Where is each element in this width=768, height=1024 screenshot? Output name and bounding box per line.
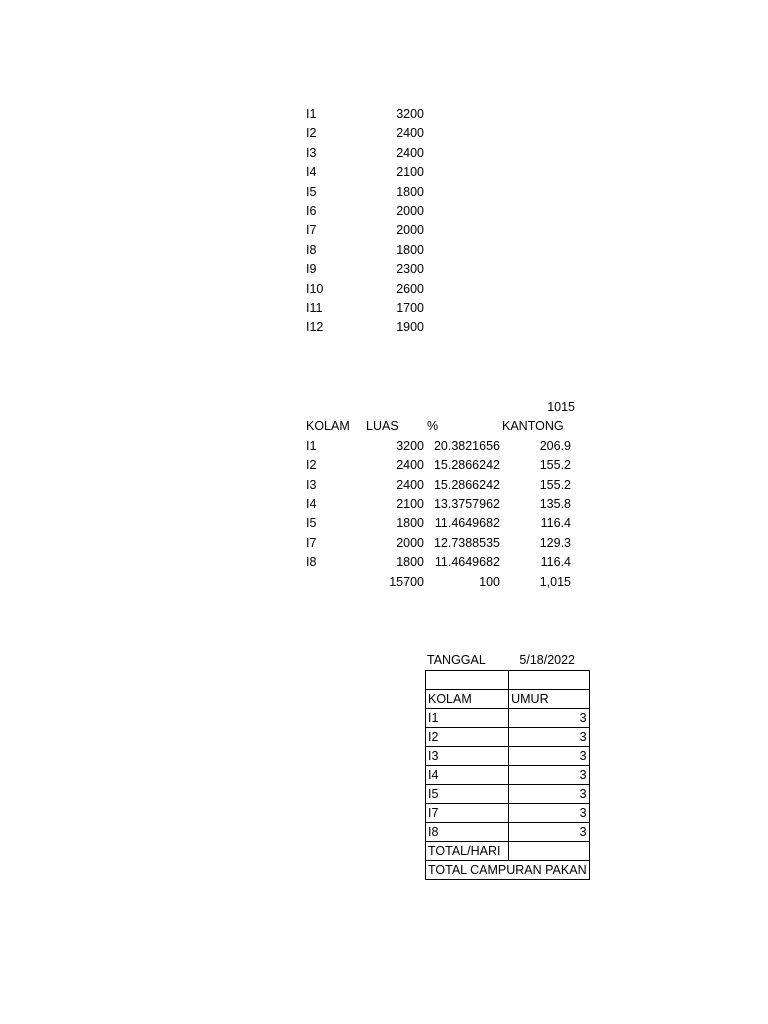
kolam-cell: I4 <box>426 765 509 784</box>
kolam-cell: I7 <box>306 223 317 238</box>
list-item <box>0 107 768 126</box>
tanggal-value: 5/18/2022 <box>519 653 575 667</box>
luas-cell: 2000 <box>396 223 424 238</box>
blank-cell[interactable] <box>509 671 589 690</box>
list-item <box>0 146 768 165</box>
kolam-cell: I12 <box>306 320 324 335</box>
total-campuran-row <box>426 860 590 879</box>
table-row <box>426 784 590 803</box>
kantong-cell: 155.2 <box>539 477 571 492</box>
table-row <box>0 437 768 456</box>
kantong-cell: 116.4 <box>540 516 571 531</box>
table-row <box>426 708 590 727</box>
feeding-section <box>425 651 590 880</box>
kolam-cell: I2 <box>306 126 317 141</box>
table-row <box>0 534 768 553</box>
total-kantong: 1,015 <box>539 574 571 589</box>
percent-cell: 15.2866242 <box>433 477 500 492</box>
table-row <box>0 553 768 572</box>
table-header-row <box>426 689 590 708</box>
kolam-cell: I10 <box>306 281 324 296</box>
luas-cell: 2400 <box>396 458 424 473</box>
kantong-cell: 129.3 <box>539 535 571 550</box>
total-kantong-value: 1015 <box>547 400 575 414</box>
feeding-table <box>425 670 590 880</box>
header-kolam: KOLAM <box>426 689 509 708</box>
umur-cell[interactable]: 3 <box>509 708 589 727</box>
percent-cell: 11.4649682 <box>434 555 500 570</box>
percent-cell: 20.3821656 <box>433 438 500 453</box>
table-row <box>0 456 768 475</box>
luas-cell: 1800 <box>396 242 424 257</box>
totals-row <box>0 573 768 592</box>
total-kantong-row <box>0 398 768 417</box>
kolam-cell: I9 <box>306 262 317 277</box>
umur-cell[interactable]: 3 <box>509 803 589 822</box>
total-hari-label: TOTAL/HARI <box>426 841 509 860</box>
list-item <box>0 204 768 223</box>
umur-cell[interactable]: 3 <box>509 822 589 841</box>
total-percent: 100 <box>479 574 500 589</box>
umur-cell[interactable]: 3 <box>509 746 589 765</box>
luas-cell: 1800 <box>396 516 424 531</box>
luas-cell: 3200 <box>396 107 424 121</box>
date-row <box>425 651 577 670</box>
kolam-cell: I5 <box>426 784 509 803</box>
table-header-row <box>0 417 768 436</box>
kolam-cell: I1 <box>426 708 509 727</box>
luas-cell: 2400 <box>396 477 424 492</box>
distribution-table <box>0 398 768 592</box>
luas-cell: 2000 <box>396 535 424 550</box>
list-item <box>0 320 768 339</box>
table-row <box>0 514 768 533</box>
luas-cell: 2600 <box>396 281 424 296</box>
percent-cell: 13.3757962 <box>433 496 500 511</box>
header-umur: UMUR <box>509 689 589 708</box>
umur-cell[interactable]: 3 <box>509 727 589 746</box>
kolam-cell: I8 <box>306 555 317 570</box>
kolam-cell: I3 <box>426 746 509 765</box>
luas-cell: 2000 <box>396 203 424 218</box>
list-item <box>0 282 768 301</box>
list-item <box>0 243 768 262</box>
luas-cell: 2100 <box>396 496 424 511</box>
table-row <box>0 476 768 495</box>
kantong-cell: 135.8 <box>539 496 571 511</box>
kolam-cell: I11 <box>306 300 323 315</box>
list-item <box>0 262 768 281</box>
kolam-cell: I1 <box>306 107 317 121</box>
blank-row <box>426 671 590 690</box>
kolam-cell: I3 <box>306 145 317 160</box>
blank-cell[interactable] <box>426 671 509 690</box>
kolam-cell: I4 <box>306 165 317 180</box>
table-row <box>426 803 590 822</box>
table-row <box>0 495 768 514</box>
kolam-cell: I8 <box>306 242 317 257</box>
list-item <box>0 301 768 320</box>
kantong-cell: 206.9 <box>539 438 571 453</box>
kolam-cell: I2 <box>306 458 317 473</box>
kolam-cell: I5 <box>306 184 317 199</box>
luas-cell: 2400 <box>396 145 424 160</box>
luas-cell: 1800 <box>396 555 424 570</box>
pond-area-list <box>0 107 768 340</box>
list-item <box>0 223 768 242</box>
kolam-cell: I2 <box>426 727 509 746</box>
kantong-cell: 116.4 <box>540 555 571 570</box>
table-row <box>426 746 590 765</box>
luas-cell: 2400 <box>396 126 424 141</box>
list-item <box>0 165 768 184</box>
kantong-cell: 155.2 <box>539 458 571 473</box>
header-luas: LUAS <box>366 419 399 434</box>
table-row <box>426 727 590 746</box>
percent-cell: 12.7388535 <box>433 535 500 550</box>
table-row <box>426 765 590 784</box>
kolam-cell: I1 <box>306 438 317 453</box>
luas-cell: 1700 <box>396 300 424 315</box>
list-item <box>0 185 768 204</box>
total-campuran-label: TOTAL CAMPURAN PAKAN <box>426 860 590 879</box>
kolam-cell: I8 <box>426 822 509 841</box>
luas-cell: 2300 <box>396 262 424 277</box>
kolam-cell: I6 <box>306 203 317 218</box>
kolam-cell: I7 <box>306 535 317 550</box>
list-item <box>0 126 768 145</box>
total-hari-row <box>426 841 590 860</box>
percent-cell: 15.2866242 <box>433 458 500 473</box>
table-row <box>426 822 590 841</box>
kolam-cell: I3 <box>306 477 317 492</box>
luas-cell: 1800 <box>396 184 424 199</box>
kolam-cell: I5 <box>306 516 317 531</box>
tanggal-label: TANGGAL <box>427 653 486 667</box>
umur-cell[interactable]: 3 <box>509 765 589 784</box>
luas-cell: 3200 <box>396 438 424 453</box>
kolam-cell: I4 <box>306 496 317 511</box>
total-luas: 15700 <box>389 574 424 589</box>
umur-cell[interactable]: 3 <box>509 784 589 803</box>
luas-cell: 1900 <box>396 320 424 335</box>
header-kantong: KANTONG <box>502 419 564 434</box>
header-percent: % <box>427 419 439 434</box>
header-kolam: KOLAM <box>306 419 350 434</box>
percent-cell: 11.4649682 <box>434 516 500 531</box>
luas-cell: 2100 <box>396 165 424 180</box>
kolam-cell: I7 <box>426 803 509 822</box>
total-hari-cell[interactable] <box>509 841 589 860</box>
